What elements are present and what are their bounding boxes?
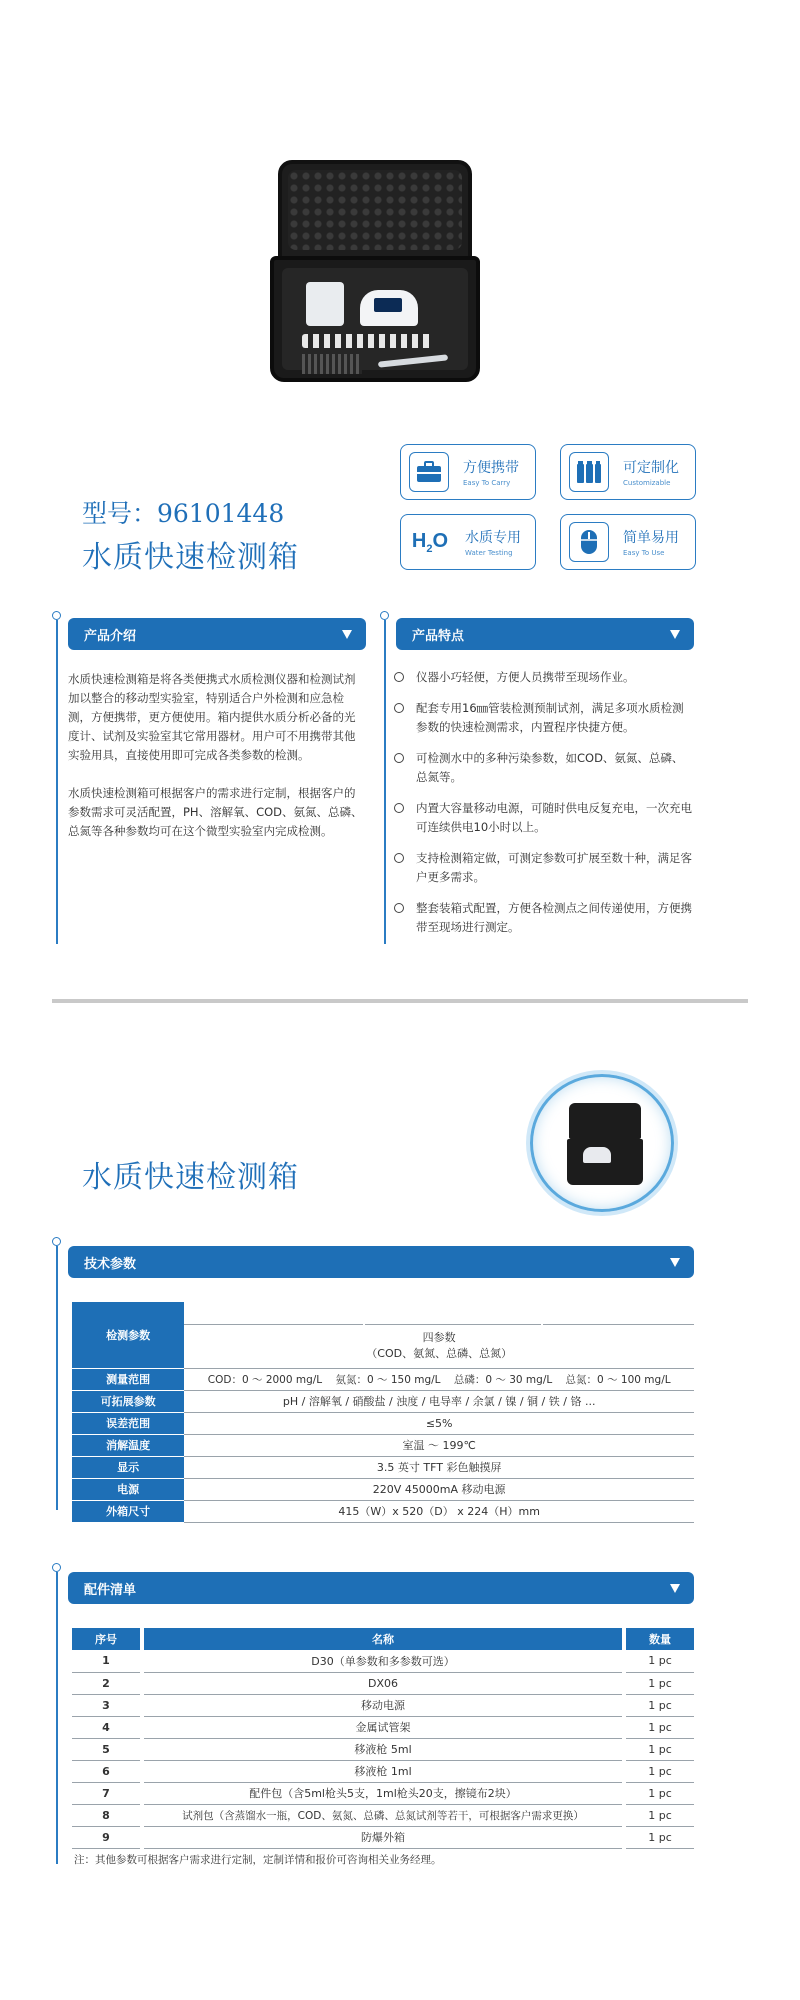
spec-value: 3.5 英寸 TFT 彩色触摸屏 <box>184 1456 694 1478</box>
spec-key: 消解温度 <box>72 1434 184 1456</box>
reagent-vials <box>302 334 432 348</box>
feature-label: 简单易用 <box>623 530 679 546</box>
section-line <box>56 1246 58 1510</box>
case-thumbnail <box>567 1103 643 1187</box>
item-qty: 1 pc <box>624 1694 694 1716</box>
section-dot <box>52 1563 61 1572</box>
item-name: 金属试管架 <box>142 1716 624 1738</box>
photometer-device <box>360 290 418 326</box>
feature-label-en: Water Testing <box>465 549 513 557</box>
row-number: 8 <box>72 1804 142 1826</box>
accessories-heading: 配件清单 <box>84 1582 137 1598</box>
intro-paragraph-2: 水质快速检测箱可根据客户的需求进行定制，根据客户的参数需求可灵活配置，PH、溶解氧、COD、氨氮、总磷、总氮等各种参数均可在这个微型实验室内完成检测。 <box>68 786 363 838</box>
item-name: 试剂包（含蒸馏水一瓶，COD、氨氮、总磷、总氮试剂等若干，可根据客户需求更换） <box>142 1804 624 1826</box>
section-divider <box>52 999 748 1003</box>
section-dot <box>52 1237 61 1246</box>
item-name: D30（单参数和多参数可选） <box>142 1650 624 1672</box>
product-title-2: 水质快速检测箱 <box>82 1160 299 1195</box>
row-number: 6 <box>72 1760 142 1782</box>
model-number: 型号：96101448 <box>82 499 285 528</box>
item-name: 配件包（含5ml枪头5支，1ml枪头20支，擦镜布2块） <box>142 1782 624 1804</box>
spec-key: 外箱尺寸 <box>72 1500 184 1522</box>
feature-label-en: Customizable <box>623 479 671 487</box>
item-qty: 1 pc <box>624 1782 694 1804</box>
briefcase-icon <box>409 452 449 492</box>
spec-key: 误差范围 <box>72 1412 184 1434</box>
feature-label: 水质专用 <box>465 530 521 546</box>
spec-key: 检测参数 <box>72 1302 184 1368</box>
feature-label-en: Easy To Use <box>623 549 665 557</box>
section-dot <box>380 611 389 620</box>
spec-key: 显示 <box>72 1456 184 1478</box>
table-row <box>72 1760 694 1782</box>
spec-value: 220V 45000mA 移动电源 <box>184 1478 694 1500</box>
h2o-sub: 2 <box>426 542 433 555</box>
table-row <box>72 1500 694 1522</box>
feature-badge-custom <box>560 444 696 500</box>
item-qty: 1 pc <box>624 1716 694 1738</box>
spec-table <box>72 1302 694 1523</box>
item-name: 移动电源 <box>142 1694 624 1716</box>
h2o-icon <box>409 522 451 562</box>
features-list <box>394 668 694 949</box>
bottles-icon <box>569 452 609 492</box>
spec-key: 电源 <box>72 1478 184 1500</box>
product-splash-image <box>530 1074 674 1212</box>
item-name: DX06 <box>142 1672 624 1694</box>
section-line <box>56 620 58 944</box>
spec-value: COD：0 ～ 2000 mg/L 氨氮：0 ～ 150 mg/L 总磷：0 ～ 30 mg/L 总氮：0 ～ 100 mg/L <box>184 1368 694 1390</box>
row-number: 2 <box>72 1672 142 1694</box>
table-row <box>72 1804 694 1826</box>
list-item: 配套专用16㎜管装检测预制试剂，满足多项水质检测参数的快速检测需求，内置程序快捷方便。 <box>394 699 694 737</box>
list-item: 支持检测箱定做，可测定参数可扩展至数十种，满足客户更多需求。 <box>394 849 694 887</box>
spec-key: 可拓展参数 <box>72 1390 184 1412</box>
spec-section-header[interactable] <box>68 1246 694 1278</box>
row-number: 5 <box>72 1738 142 1760</box>
feature-label-en: Easy To Carry <box>463 479 511 487</box>
triangle-down-icon <box>670 630 680 639</box>
feature-badge-water <box>400 514 536 570</box>
tube-rack <box>302 354 362 374</box>
spec-key: 测量范围 <box>72 1368 184 1390</box>
item-name: 防爆外箱 <box>142 1826 624 1848</box>
intro-section-header[interactable] <box>68 618 366 650</box>
intro-text <box>68 670 366 860</box>
table-row <box>72 1456 694 1478</box>
product-photo-case <box>270 160 480 390</box>
product-title: 水质快速检测箱 <box>82 540 299 575</box>
spec-value-line: 四参数 <box>422 1331 456 1344</box>
item-qty: 1 pc <box>624 1760 694 1782</box>
accessories-section-header[interactable] <box>68 1572 694 1604</box>
item-qty: 1 pc <box>624 1826 694 1848</box>
list-item: 内置大容量移动电源，可随时供电反复充电，一次充电可连续供电10小时以上。 <box>394 799 694 837</box>
features-section-header[interactable] <box>396 618 694 650</box>
row-number: 9 <box>72 1826 142 1848</box>
table-row <box>72 1434 694 1456</box>
section-line <box>384 620 386 944</box>
column-header: 名称 <box>142 1628 624 1650</box>
section-dot <box>52 611 61 620</box>
accessories-table <box>72 1628 694 1849</box>
h2o-o: O <box>432 529 449 552</box>
case-base <box>270 256 480 382</box>
table-row <box>72 1694 694 1716</box>
table-row <box>72 1368 694 1390</box>
table-row <box>72 1650 694 1672</box>
spec-value-line: （COD、氨氮、总磷、总氮） <box>366 1347 513 1360</box>
row-number: 4 <box>72 1716 142 1738</box>
features-heading: 产品特点 <box>412 628 465 644</box>
spec-value: 415（W）x 520（D） x 224（H）mm <box>184 1500 694 1522</box>
h2o-h: H <box>411 529 427 552</box>
intro-heading: 产品介绍 <box>84 628 137 644</box>
table-header-row <box>72 1628 694 1650</box>
item-name: 移液枪 5ml <box>142 1738 624 1760</box>
table-row <box>72 1302 694 1324</box>
item-qty: 1 pc <box>624 1738 694 1760</box>
triangle-down-icon <box>342 630 352 639</box>
table-row <box>72 1478 694 1500</box>
column-header: 序号 <box>72 1628 142 1650</box>
reactor-device <box>306 282 344 326</box>
table-row <box>72 1390 694 1412</box>
spec-value: 室温 ～ 199℃ <box>184 1434 694 1456</box>
mouse-icon <box>569 522 609 562</box>
pipette <box>378 354 448 367</box>
triangle-down-icon <box>670 1584 680 1593</box>
row-number: 3 <box>72 1694 142 1716</box>
table-row <box>72 1412 694 1434</box>
triangle-down-icon <box>670 1258 680 1267</box>
table-row <box>72 1782 694 1804</box>
spec-value <box>184 1324 694 1368</box>
row-number: 1 <box>72 1650 142 1672</box>
item-qty: 1 pc <box>624 1804 694 1826</box>
spec-value: ≤5% <box>184 1412 694 1434</box>
item-name: 移液枪 1ml <box>142 1760 624 1782</box>
feature-label: 方便携带 <box>463 460 519 476</box>
spec-value: pH / 溶解氧 / 硝酸盐 / 浊度 / 电导率 / 余氯 / 镍 / 铜 / 铁 / 铬 ... <box>184 1390 694 1412</box>
column-header: 数量 <box>624 1628 694 1650</box>
footnote: 注：其他参数可根据客户需求进行定制，定制详情和报价可咨询相关业务经理。 <box>74 1854 442 1866</box>
list-item: 整套装箱式配置，方便各检测点之间传递使用，方便携带至现场进行测定。 <box>394 899 694 937</box>
item-qty: 1 pc <box>624 1672 694 1694</box>
feature-badge-carry <box>400 444 536 500</box>
case-lid <box>278 160 472 260</box>
row-number: 7 <box>72 1782 142 1804</box>
table-row <box>72 1826 694 1848</box>
list-item: 仪器小巧轻便，方便人员携带至现场作业。 <box>394 668 694 687</box>
spec-heading: 技术参数 <box>84 1256 137 1272</box>
intro-paragraph-1: 水质快速检测箱是将各类便携式水质检测仪器和检测试剂加以整合的移动型实验室，特别适合户外检测和应急检测，方便携带，更方便使用。箱内提供水质分析必备的光度计、试剂及实验室其它常用器材。用户可不用携带其他实验用具，直接使用即可完成各类参数的检测。 <box>68 672 356 762</box>
item-qty: 1 pc <box>624 1650 694 1672</box>
table-row <box>72 1672 694 1694</box>
table-row <box>72 1738 694 1760</box>
table-row <box>72 1716 694 1738</box>
feature-badge-easy <box>560 514 696 570</box>
feature-label: 可定制化 <box>623 460 679 476</box>
list-item: 可检测水中的多种污染参数，如COD、氨氮、总磷、总氮等。 <box>394 749 694 787</box>
section-line <box>56 1572 58 1864</box>
